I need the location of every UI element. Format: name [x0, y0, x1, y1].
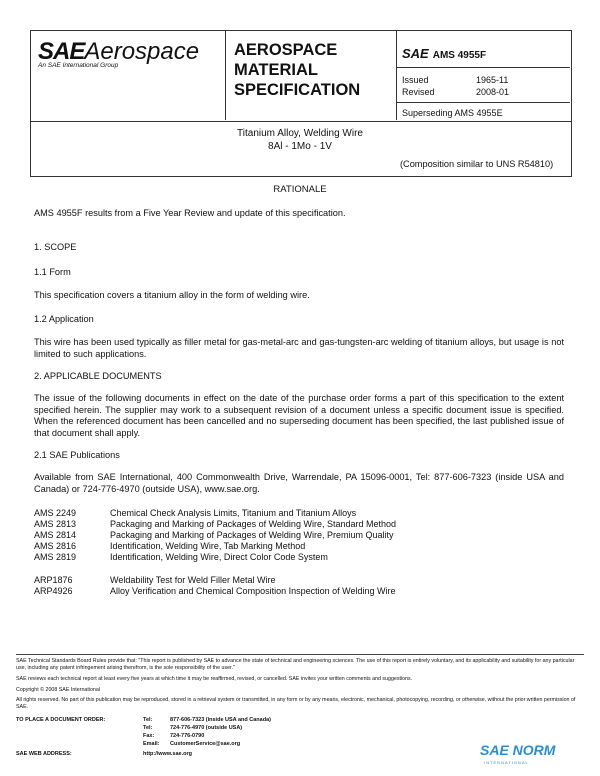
rationale-heading: RATIONALE — [273, 184, 327, 195]
order-label: TO PLACE A DOCUMENT ORDER: — [16, 717, 106, 723]
reference-row: AMS 2819 Identification, Welding Wire, Direct Color Code System — [34, 552, 328, 562]
sae-aerospace-logo: SAEAerospace — [38, 38, 200, 65]
tel1-value: 877-606-7323 (inside USA and Canada) — [170, 717, 271, 723]
material-title: Titanium Alloy, Welding Wire — [237, 128, 363, 139]
issued-label: Issued — [402, 75, 429, 85]
section-1-heading: 1. SCOPE — [34, 242, 77, 252]
footer-rights: All rights reserved. No part of this publication may be reproduced, stored in a retrieval system or transmitted, in any form or by any means, electronic, mechanical, photocopying, recording, or otherwise, without the prior written permission of SAE. — [16, 697, 576, 710]
header-hline-1 — [396, 67, 570, 68]
section-1-1-heading: 1.1 Form — [34, 267, 71, 277]
section-2-1-text: Available from SAE International, 400 Commonwealth Drive, Warrendale, PA 15096-0001, Tel: 877-606-7323 (inside USA and Canada) or 724-776-4970 (outside USA), www.sae.org. — [34, 472, 564, 494]
web-label: SAE WEB ADDRESS: — [16, 751, 72, 757]
superseding: Superseding AMS 4955E — [402, 108, 503, 118]
header-divider-1 — [225, 30, 226, 120]
email-value[interactable]: CustomerService@sae.org — [170, 741, 241, 747]
section-2-heading: 2. APPLICABLE DOCUMENTS — [34, 371, 162, 381]
rationale-text: AMS 4955F results from a Five Year Review and update of this specification. — [34, 208, 346, 218]
section-2-text: The issue of the following documents in effect on the date of the purchase order forms a part of this specification to the extent specified herein. The supplier may work to a subsequent revision of a document unless a specific document issue is specified. When the referenced document has been cancelled and no superseding document has been specified, the last published issue of that document shall apply. — [34, 393, 564, 438]
web-link[interactable]: http://www.sae.org — [143, 751, 192, 757]
footer-rules: SAE Technical Standards Board Rules provide that: "This report is published by SAE to advance the state of technical and engineering sciences. The use of this report is entirely voluntary, and its applicability and suitability for any particular use, including any patent infringement arising therefrom, is the sole responsibility of the user." — [16, 658, 575, 671]
tel2-label: Tel: — [143, 725, 153, 731]
section-1-2-text: This wire has been used typically as filler metal for gas-metal-arc and gas-tungsten-arc welding of titanium alloys, but usage is not limited to such applications. — [34, 337, 564, 359]
footer-review: SAE reviews each technical report at least every five years at which time it may be reaffirmed, revised, or cancelled. SAE invites your written comments and suggestions. — [16, 676, 413, 682]
fax-value: 724-776-0790 — [170, 733, 205, 739]
reference-row: ARP4926 Alloy Verification and Chemical Composition Inspection of Welding Wire — [34, 586, 396, 596]
section-2-1-heading: 2.1 SAE Publications — [34, 450, 120, 460]
footer-copyright: Copyright © 2008 SAE International — [16, 687, 100, 693]
watermark-subtitle: INTERNATIONAL — [484, 760, 529, 765]
reference-row: AMS 2816 Identification, Welding Wire, Tab Marking Method — [34, 541, 306, 551]
alloy-composition: 8Al - 1Mo - 1V — [268, 141, 332, 152]
sae-norm-watermark: SAE NORM — [480, 742, 556, 758]
reference-row: AMS 2249 Chemical Check Analysis Limits, Titanium and Titanium Alloys — [34, 508, 357, 518]
header-hline-2 — [396, 102, 570, 103]
fax-label: Fax: — [143, 733, 155, 739]
revised-label: Revised — [402, 87, 435, 97]
email-label: Email: — [143, 741, 160, 747]
doc-type-title: AEROSPACE MATERIAL SPECIFICATION — [234, 41, 361, 99]
revised-value: 2008-01 — [476, 87, 510, 97]
reference-row: ARP1876 Weldability Test for Weld Filler Metal Wire — [34, 575, 276, 585]
composition-note: (Composition similar to UNS R54810) — [400, 159, 554, 169]
tel1-label: Tel: — [143, 717, 153, 723]
section-1-1-text: This specification covers a titanium alloy in the form of welding wire. — [34, 290, 310, 300]
issued-value: 1965-11 — [476, 75, 509, 85]
reference-row: AMS 2814 Packaging and Marking of Packages of Welding Wire, Premium Quality — [34, 530, 394, 540]
doc-number: SAE AMS 4955F — [402, 46, 487, 61]
header-divider-2 — [396, 30, 397, 120]
section-1-2-heading: 1.2 Application — [34, 314, 94, 324]
footer-divider — [16, 654, 584, 655]
tel2-value: 724-776-4970 (outside USA) — [170, 725, 243, 731]
logo-subtitle: An SAE International Group — [38, 62, 119, 69]
reference-row: AMS 2813 Packaging and Marking of Packages of Welding Wire, Standard Method — [34, 519, 396, 529]
